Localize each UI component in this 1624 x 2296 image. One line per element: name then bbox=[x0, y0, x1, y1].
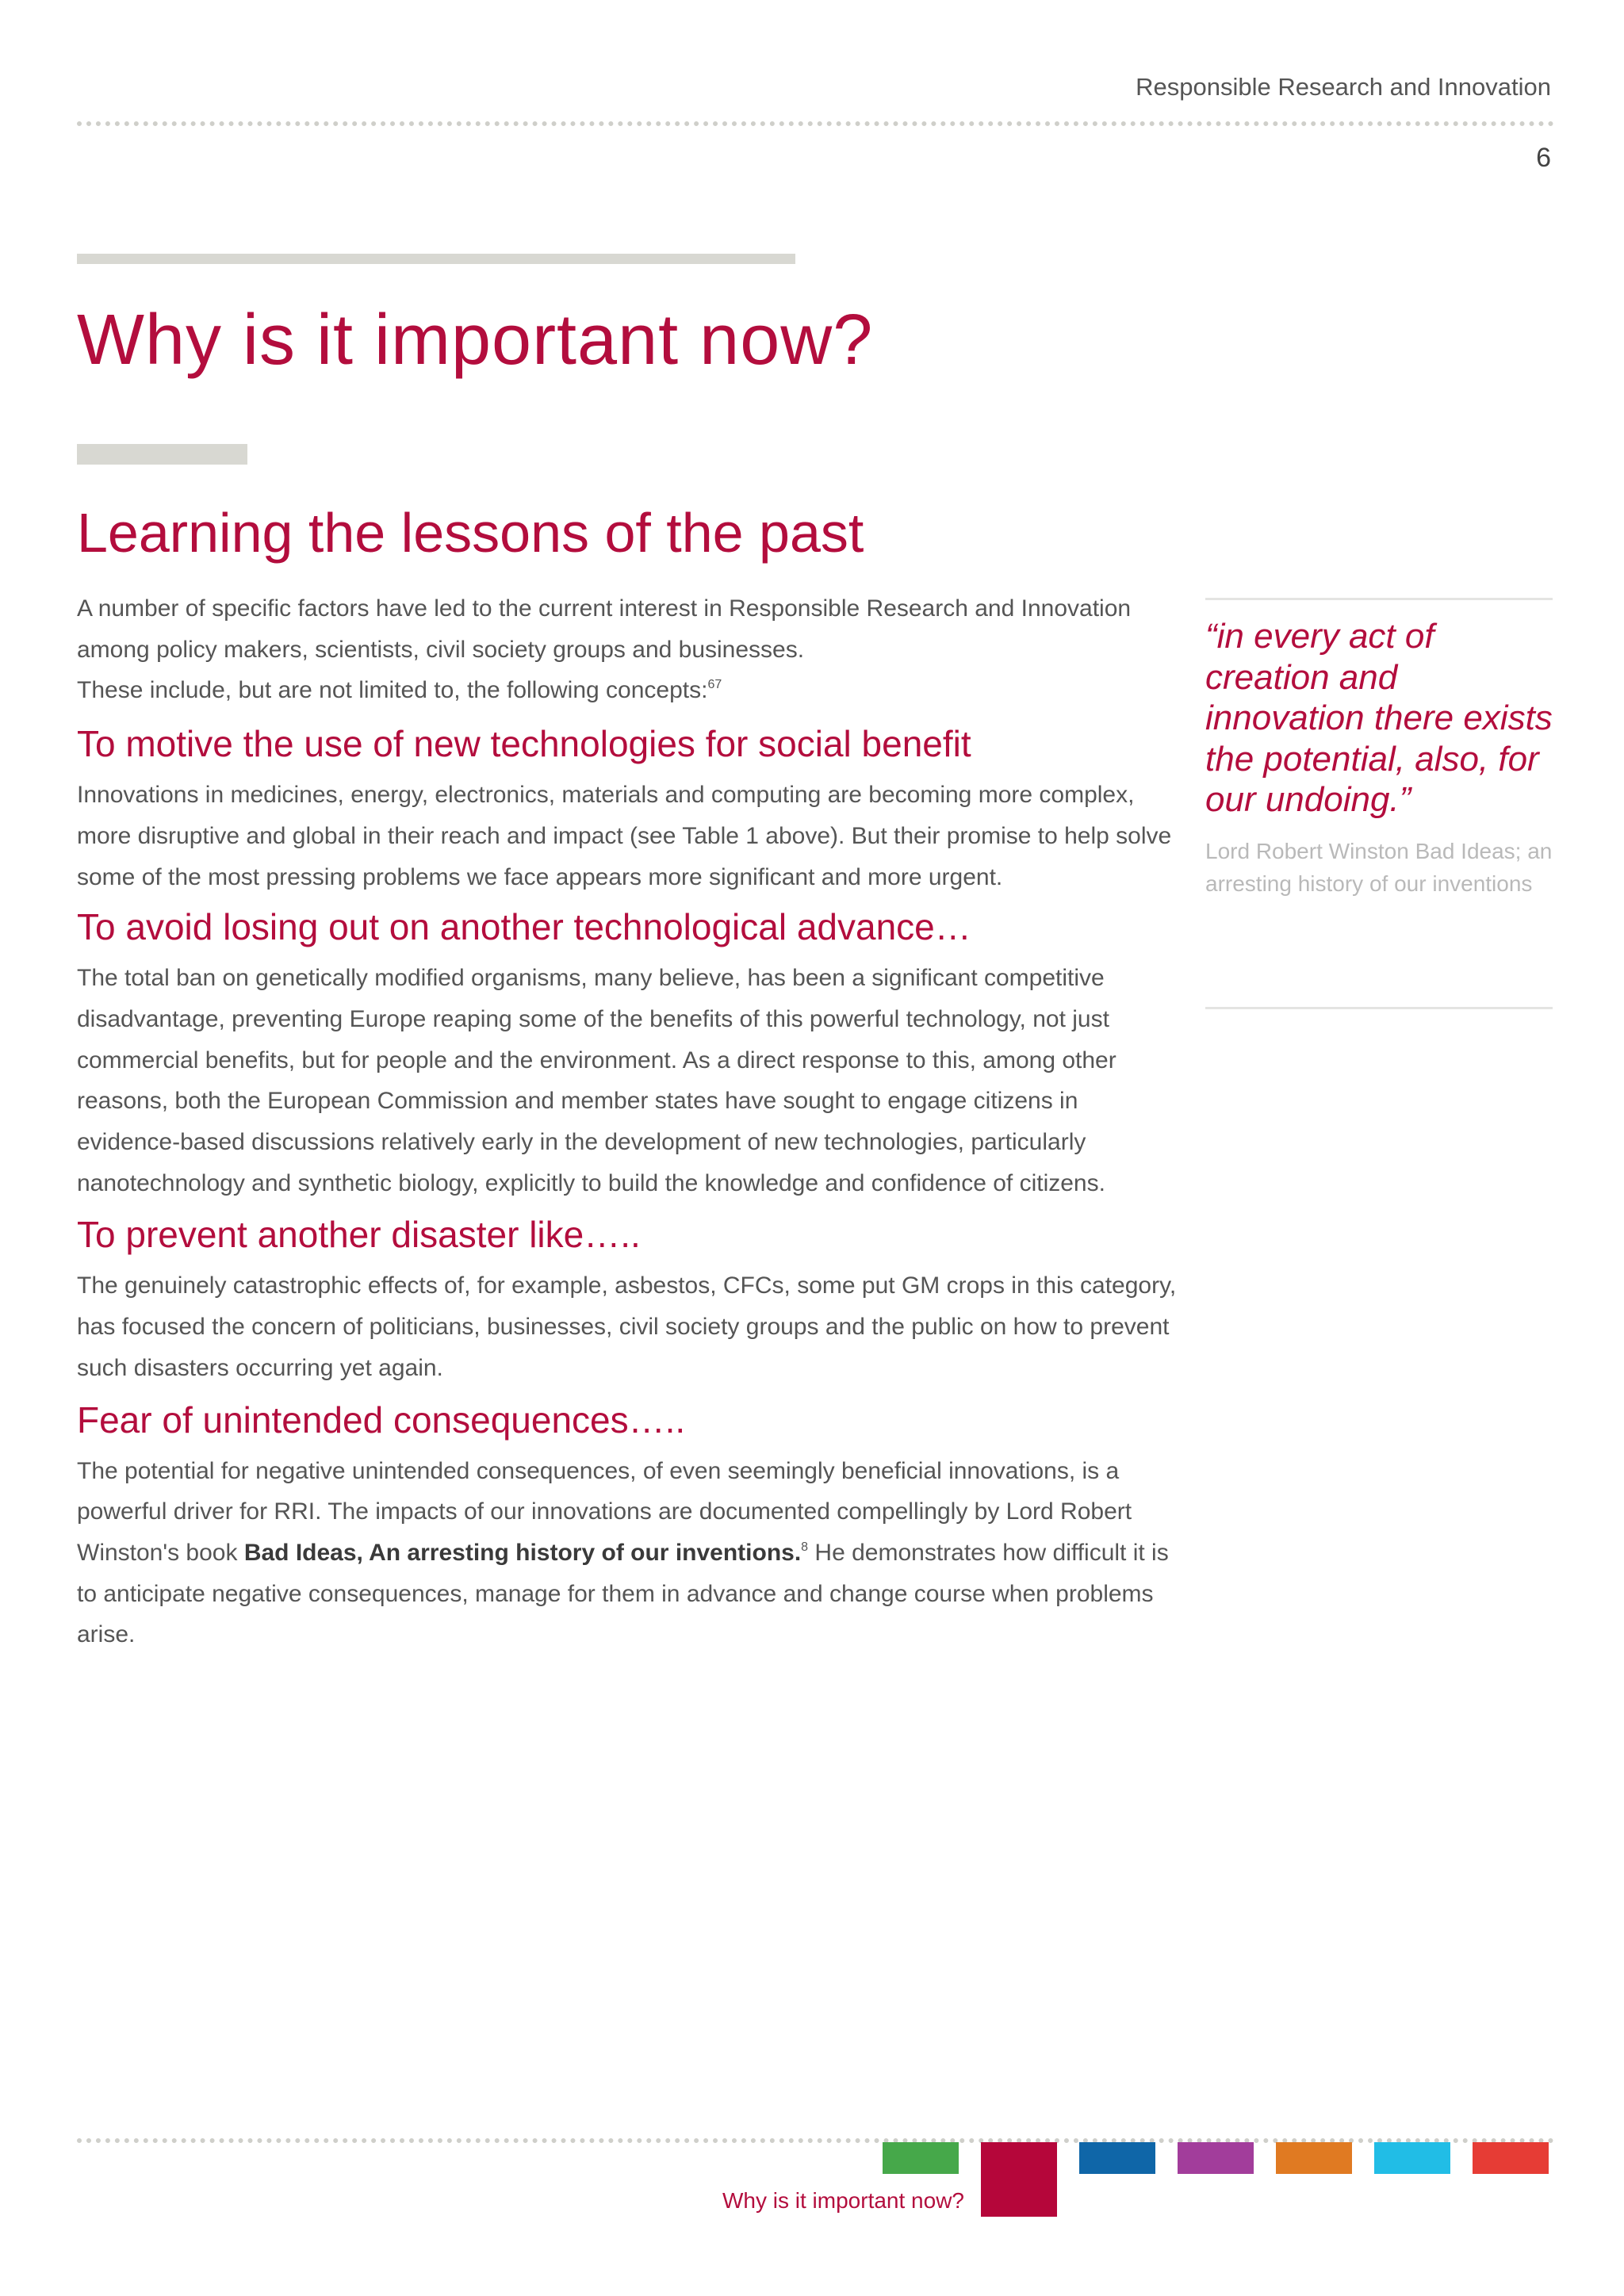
section-tab-blue[interactable] bbox=[1079, 2142, 1155, 2174]
section-tab-red[interactable] bbox=[1473, 2142, 1549, 2174]
page-title: Why is it important now? bbox=[77, 300, 874, 380]
section-tab-cyan[interactable] bbox=[1374, 2142, 1450, 2174]
paragraph-technological-advance: The total ban on genetically modified organisms, many believe, has been a significant competitive disadvantage, preventing Europe reaping some of the benefits of this powerful technology, not just commercial benefits, but for people and the environment. As a direct response to this, among other reasons, both the European Commission and member states have sought to engage citizens in evidence-based discussions relatively early in the development of new technologies, particularly nanotechnology and synthetic biology, explicitly to build the knowledge and confidence of citizens. bbox=[77, 965, 1116, 1196]
subheading-technological-advance: To avoid losing out on another technological advance… bbox=[77, 906, 971, 948]
header-dotted-rule bbox=[77, 121, 1554, 126]
title-accent-bar bbox=[77, 254, 795, 264]
book-title: Bad Ideas, An arresting history of our inventions. bbox=[243, 1539, 802, 1566]
paragraph-unintended-consequences: The potential for negative unintended consequences, of even seemingly beneficial innovations, is a powerful driver for RRI. The impacts of our innovations are documented compellingly by Lord Robert Winston's book Bad Ideas, An arresting history of our inventions.$^8$ He demonstrates how difficult it is to anticipate negative consequences, manage for them in advance and change course when problems arise. bbox=[77, 1457, 1169, 1648]
section-title: Learning the lessons of the past bbox=[77, 502, 864, 564]
footer-section-label: Why is it important now? bbox=[722, 2188, 964, 2213]
running-header-title: Responsible Research and Innovation bbox=[1136, 73, 1551, 101]
footnote-marker: 67 bbox=[707, 678, 722, 692]
paragraph-prevent-disaster: The genuinely catastrophic effects of, for example, asbestos, CFCs, some put GM crops in this category, has focused the concern of politicians, businesses, civil society groups and the public on how to prevent such disasters occurring yet again. bbox=[77, 1272, 1177, 1381]
quote-attribution: Lord Robert Winston Bad Ideas; an arresting history of our inventions bbox=[1205, 838, 1553, 896]
section-tab-crimson-active[interactable] bbox=[981, 2142, 1057, 2217]
footnote-marker: 8 bbox=[801, 1540, 809, 1554]
page-number: 6 bbox=[1536, 143, 1551, 173]
main-content-column bbox=[77, 588, 1187, 1655]
intro-paragraph: A number of specific factors have led to the current interest in Responsible Research and Innovation among policy makers, scientists, civil society groups and businesses. These include, but are not limited to, the following concepts:$^{67}$ bbox=[77, 595, 1132, 704]
paragraph-social-benefit: Innovations in medicines, energy, electronics, materials and computing are becoming more complex, more disruptive and global in their reach and impact (see Table 1 above). But their promise to help solve some of the most pressing problems we face appears more significant and more urgent. bbox=[77, 782, 1172, 890]
subheading-prevent-disaster: To prevent another disaster like….. bbox=[77, 1214, 641, 1256]
quote-text: “in every act of creation and innovation there exists the potential, also, for our undoing.” bbox=[1205, 617, 1553, 819]
subheading-unintended-consequences: Fear of unintended consequences….. bbox=[77, 1399, 686, 1441]
section-tab-orange[interactable] bbox=[1276, 2142, 1352, 2174]
pull-quote bbox=[1205, 598, 1553, 1009]
section-tab-purple[interactable] bbox=[1178, 2142, 1254, 2174]
subheading-social-benefit: To motive the use of new technologies for social benefit bbox=[77, 723, 971, 765]
section-accent-bar bbox=[77, 444, 247, 465]
section-tab-green[interactable] bbox=[883, 2142, 959, 2174]
